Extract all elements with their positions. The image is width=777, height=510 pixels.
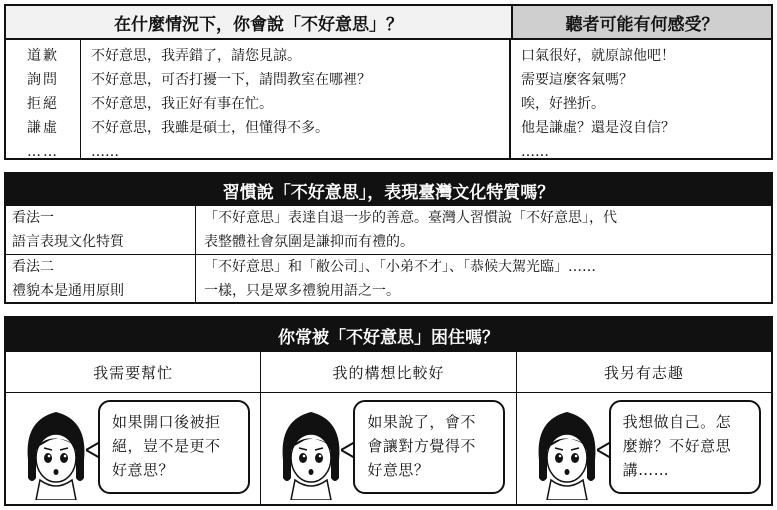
viewpoint-number: 看法二: [12, 259, 54, 275]
viewpoint-summary: 禮貌本是通用原則: [12, 283, 124, 299]
speech-line: 好意思？: [367, 461, 430, 479]
situation-question-header: 在什麼情況下，你會說「不好意思」？: [6, 6, 513, 38]
phrase-column: [81, 40, 511, 158]
comic-panels: [6, 352, 771, 504]
speech-bubble: [353, 400, 505, 494]
viewpoint-text: [196, 206, 771, 254]
viewpoint-summary: 語言表現文化特質: [12, 234, 124, 250]
viewpoint-row: [6, 255, 771, 303]
feeling-cell: 唉，好挫折。: [521, 96, 605, 112]
feeling-column: [511, 40, 771, 158]
comic-panel-title: 我另有志趣: [517, 352, 771, 393]
speech-bubble: [609, 400, 761, 494]
speech-line: 會讓對方覺得不: [367, 437, 476, 455]
viewpoint-text-line: 表整體社會氛圍是謙抑而有禮的。: [204, 234, 414, 250]
comic-panel: [6, 352, 261, 504]
situations-table-body: [6, 40, 771, 158]
feeling-cell: 他是謙虛？還是沒自信？: [521, 120, 675, 136]
culture-question-title: 習慣說「不好意思」，表現臺灣文化特質嗎？: [6, 174, 771, 206]
phrase-cell: 不好意思，我雖是碩士，但懂得不多。: [91, 120, 329, 136]
phrase-cell: 不好意思，可否打擾一下，請問教室在哪裡？: [91, 72, 371, 88]
category-cell: 詢問: [27, 72, 59, 88]
worried-girl-icon: [275, 400, 347, 500]
viewpoint-text-line: 「不好意思」和「敝公司」、「小弟不才」、「恭候大駕光臨」……: [204, 259, 596, 275]
phrase-cell: ……: [91, 144, 119, 160]
category-cell: ……: [27, 144, 59, 160]
comic-panel-title: 我需要幫忙: [6, 352, 260, 393]
worried-girl-icon: [531, 400, 603, 500]
comic-panel-title: 我的構想比較好: [261, 352, 515, 393]
situations-table: [4, 4, 773, 160]
comic-panel: [517, 352, 771, 504]
comic-section: [4, 316, 773, 506]
speech-line: 我想做自己。怎: [622, 413, 732, 431]
speech-bubble: [98, 400, 250, 494]
listener-feeling-header: 聽者可能有何感受？: [513, 6, 771, 38]
feeling-cell: 口氣很好，就原諒他吧！: [521, 48, 675, 64]
speech-line: 如果說了，會不: [367, 413, 476, 431]
speech-line: 講……: [622, 461, 670, 479]
category-cell: 謙虛: [27, 120, 59, 136]
feeling-cell: ……: [521, 144, 549, 160]
situations-table-header: [6, 6, 771, 40]
comic-section-title: 你常被「不好意思」困住嗎？: [6, 318, 771, 352]
phrase-cell: 不好意思，我正好有事在忙。: [91, 96, 273, 112]
category-cell: 道歉: [27, 48, 59, 64]
category-cell: 拒絕: [27, 96, 59, 112]
speech-line: 絕，豈不是更不: [112, 437, 221, 455]
category-column: [6, 40, 81, 158]
feeling-cell: 需要這麼客氣嗎？: [521, 72, 633, 88]
viewpoint-label: [6, 206, 196, 254]
culture-viewpoints-table: [4, 172, 773, 304]
worried-girl-icon: [20, 400, 92, 500]
speech-line: 如果開口後被拒: [112, 413, 221, 431]
viewpoint-text-line: 一樣，只是眾多禮貌用語之一。: [204, 283, 400, 299]
viewpoint-number: 看法一: [12, 210, 54, 226]
viewpoint-row: [6, 206, 771, 255]
speech-line: 好意思？: [112, 461, 175, 479]
viewpoint-text: [196, 255, 771, 303]
viewpoint-text-line: 「不好意思」表達自退一步的善意。臺灣人習慣說「不好意思」，代: [204, 210, 617, 226]
comic-panel: [261, 352, 516, 504]
phrase-cell: 不好意思，我弄錯了，請您見諒。: [91, 48, 301, 64]
viewpoint-label: [6, 255, 196, 303]
speech-line: 麼辦？不好意思: [622, 437, 732, 455]
